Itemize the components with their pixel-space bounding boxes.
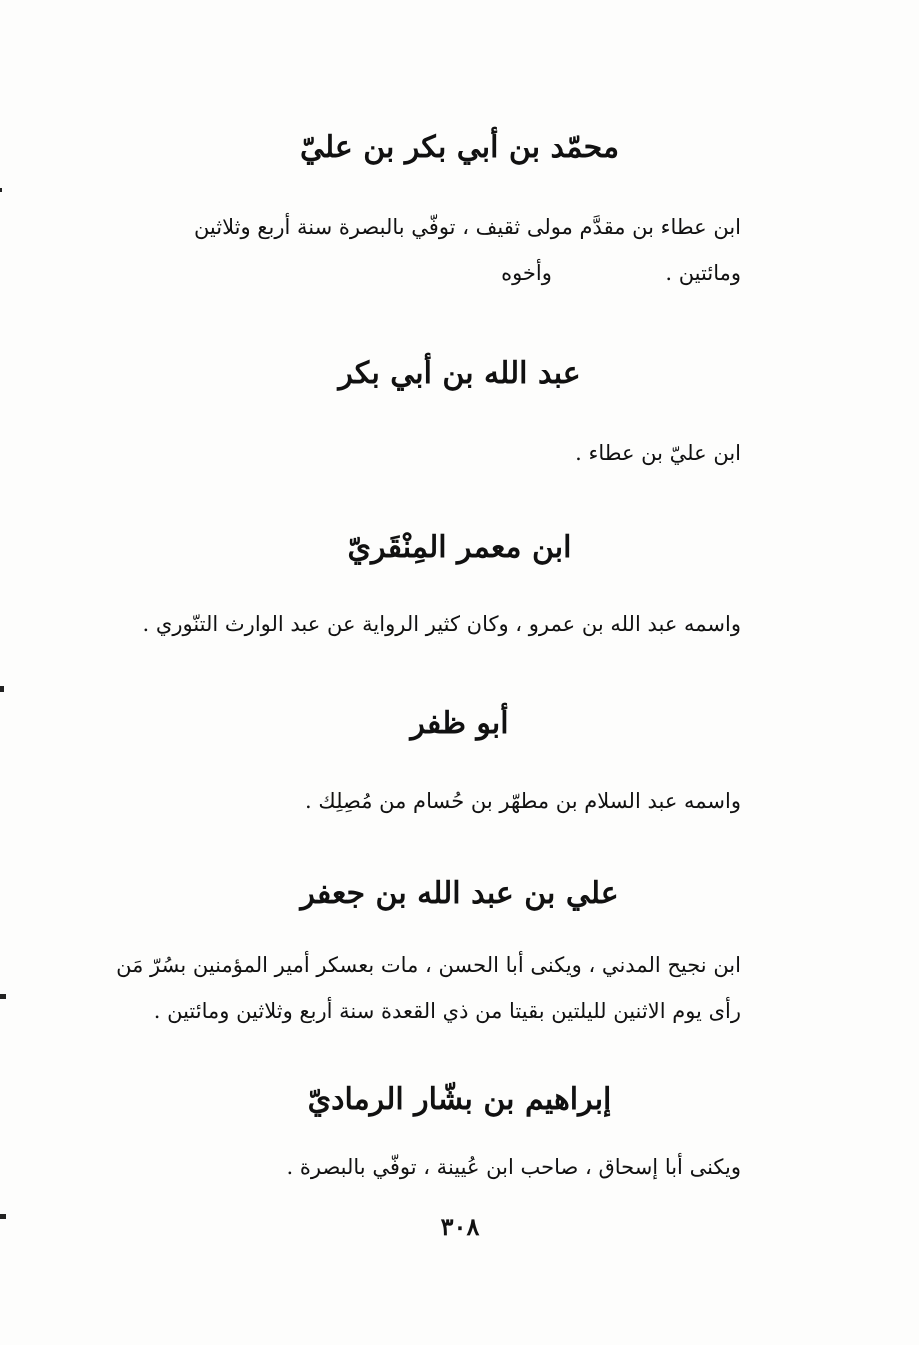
text-line: ويكنى أبا إسحاق ، صاحب ابن عُيينة ، توفّي بالبصرة . [286,1155,741,1179]
entry-heading: علي بن عبد الله بن جعفر [300,876,619,911]
text-line: واسمه عبد السلام بن مطهّر بن حُسام من مُصِلِك . [305,789,741,813]
text-line: ابن عليّ بن عطاء . [575,441,741,465]
entry-heading: إبراهيم بن بشّار الرماديّ [307,1082,612,1117]
text-line: ابن نجيح المدني ، ويكنى أبا الحسن ، مات بعسكر أمير المؤمنين بسُرّ مَن [116,953,741,977]
entry-text [101,778,741,824]
page-number: ٣٠٨ [440,1212,480,1241]
scan-edge-mark [0,188,2,192]
entry-heading: أبو ظفر [410,706,509,741]
text-line: واسمه عبد الله بن عمرو ، وكان كثير الرواية عن عبد الوارث التنّوري . [142,612,741,636]
scan-edge-mark [0,1214,6,1219]
text-line: ومائتين . وأخوه [501,261,741,285]
entry-text [101,430,741,476]
entry-heading: محمّد بن أبي بكر بن عليّ [299,130,620,165]
entry-heading: عبد الله بن أبي بكر [338,356,581,391]
entry-text [101,942,741,1034]
text-line: رأى يوم الاثنين لليلتين بقيتا من ذي القعدة سنة أربع وثلاثين ومائتين . [153,999,741,1023]
entry-text [101,601,741,647]
scan-edge-mark [0,994,6,999]
entry-text [101,1144,741,1190]
entry-text [101,204,741,296]
text-line: ابن عطاء بن مقدَّم مولى ثقيف ، توفّي بالبصرة سنة أربع وثلاثين [193,215,741,239]
entry-heading: ابن معمر المِنْقَريّ [347,530,572,565]
scan-edge-mark [0,686,4,692]
